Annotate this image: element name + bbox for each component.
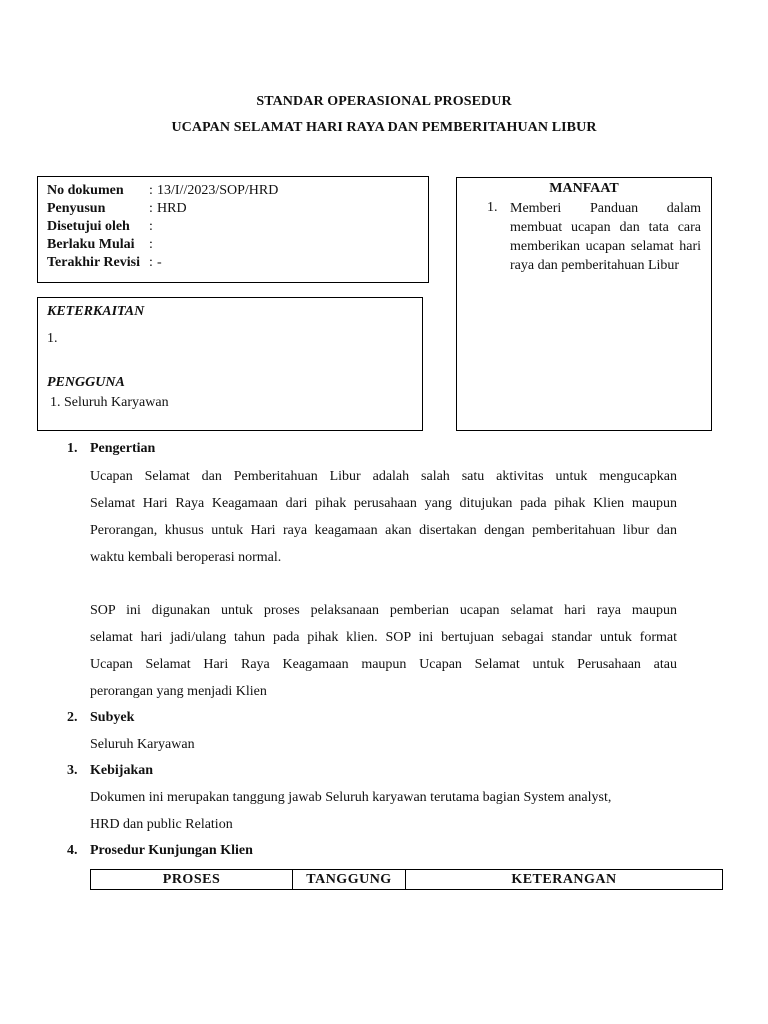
- meta-label: Penyusun: [47, 201, 106, 216]
- section-title-subyek: Subyek: [90, 710, 135, 725]
- pengertian-line: Selamat Hari Raya Keagamaan dari pihak perusahaan yang ditujukan pada pihak Klien maupun: [90, 496, 677, 511]
- meta-label: No dokumen: [47, 183, 124, 198]
- table-header-tanggung: TANGGUNG: [293, 870, 406, 890]
- kebijakan-line: HRD dan public Relation: [90, 817, 233, 832]
- table-header-keterangan: KETERANGAN: [406, 870, 723, 890]
- meta-row-berlaku-mulai: [47, 236, 157, 254]
- meta-label: Terakhir Revisi: [47, 255, 140, 270]
- table-header-row: [91, 870, 723, 890]
- document-title: STANDAR OPERASIONAL PROSEDUR: [256, 94, 512, 109]
- pengertian-line: waktu kembali beroperasi normal.: [90, 550, 282, 565]
- section-title-kebijakan: Kebijakan: [90, 763, 154, 778]
- meta-separator: :: [149, 255, 153, 270]
- kebijakan-line: Dokumen ini merupakan tanggung jawab Seluruh karyawan terutama bagian System analyst,: [90, 790, 612, 805]
- pengertian-line: Ucapan Selamat dan Pemberitahuan Libur adalah salah satu aktivitas untuk mengucapkan: [90, 469, 677, 484]
- pengertian-line: Ucapan Selamat Hari Raya Keagamaan maupun Ucapan Selamat untuk Perusahaan atau: [90, 657, 677, 672]
- table-header-proses: PROSES: [91, 870, 293, 890]
- section-number: 1.: [67, 441, 78, 456]
- meta-row-no-dokumen: [47, 182, 278, 200]
- meta-separator: :: [149, 237, 153, 252]
- manfaat-item-number: 1.: [487, 200, 498, 215]
- manfaat-item-text: Memberi Panduan dalam membuat ucapan dan tata cara memberikan ucapan selamat hari raya dan pemberitahuan Libur: [510, 201, 701, 273]
- meta-row-penyusun: [47, 200, 187, 218]
- pengertian-line: perorangan yang menjadi Klien: [90, 684, 267, 699]
- meta-value: HRD: [157, 201, 187, 216]
- meta-separator: :: [149, 183, 153, 198]
- pengguna-heading: PENGGUNA: [47, 375, 125, 390]
- section-number: 4.: [67, 843, 78, 858]
- keterkaitan-item: 1.: [47, 331, 58, 346]
- meta-separator: :: [149, 219, 153, 234]
- meta-row-terakhir-revisi: [47, 254, 162, 272]
- section-number: 3.: [67, 763, 78, 778]
- procedure-table: [90, 869, 723, 890]
- pengertian-line: Perorangan, khusus untuk Hari raya keagamaan akan disertakan dengan pemberitahuan libur dan: [90, 523, 677, 538]
- meta-label: Berlaku Mulai: [47, 237, 135, 252]
- section-title-pengertian: Pengertian: [90, 441, 156, 456]
- subyek-text: Seluruh Karyawan: [90, 737, 195, 752]
- meta-separator: :: [149, 201, 153, 216]
- section-title-prosedur: Prosedur Kunjungan Klien: [90, 843, 253, 858]
- pengertian-line: selamat hari jadi/ulang tahun pada pihak klien. SOP ini bertujuan sebagai standar untuk format: [90, 630, 677, 645]
- document-meta-box: [37, 176, 429, 283]
- document-subtitle: UCAPAN SELAMAT HARI RAYA DAN PEMBERITAHUAN LIBUR: [171, 120, 597, 135]
- meta-row-disetujui-oleh: [47, 218, 157, 236]
- manfaat-box: [456, 177, 712, 431]
- keterkaitan-heading: KETERKAITAN: [47, 304, 145, 319]
- pengguna-item: 1. Seluruh Karyawan: [50, 395, 169, 410]
- manfaat-heading: MANFAAT: [549, 181, 619, 196]
- section-number: 2.: [67, 710, 78, 725]
- meta-value: 13/I//2023/SOP/HRD: [157, 183, 279, 198]
- meta-value: -: [157, 255, 162, 270]
- keterkaitan-box: [37, 297, 423, 431]
- pengertian-line: SOP ini digunakan untuk proses pelaksanaan pemberian ucapan selamat hari raya maupun: [90, 603, 677, 618]
- meta-label: Disetujui oleh: [47, 219, 130, 234]
